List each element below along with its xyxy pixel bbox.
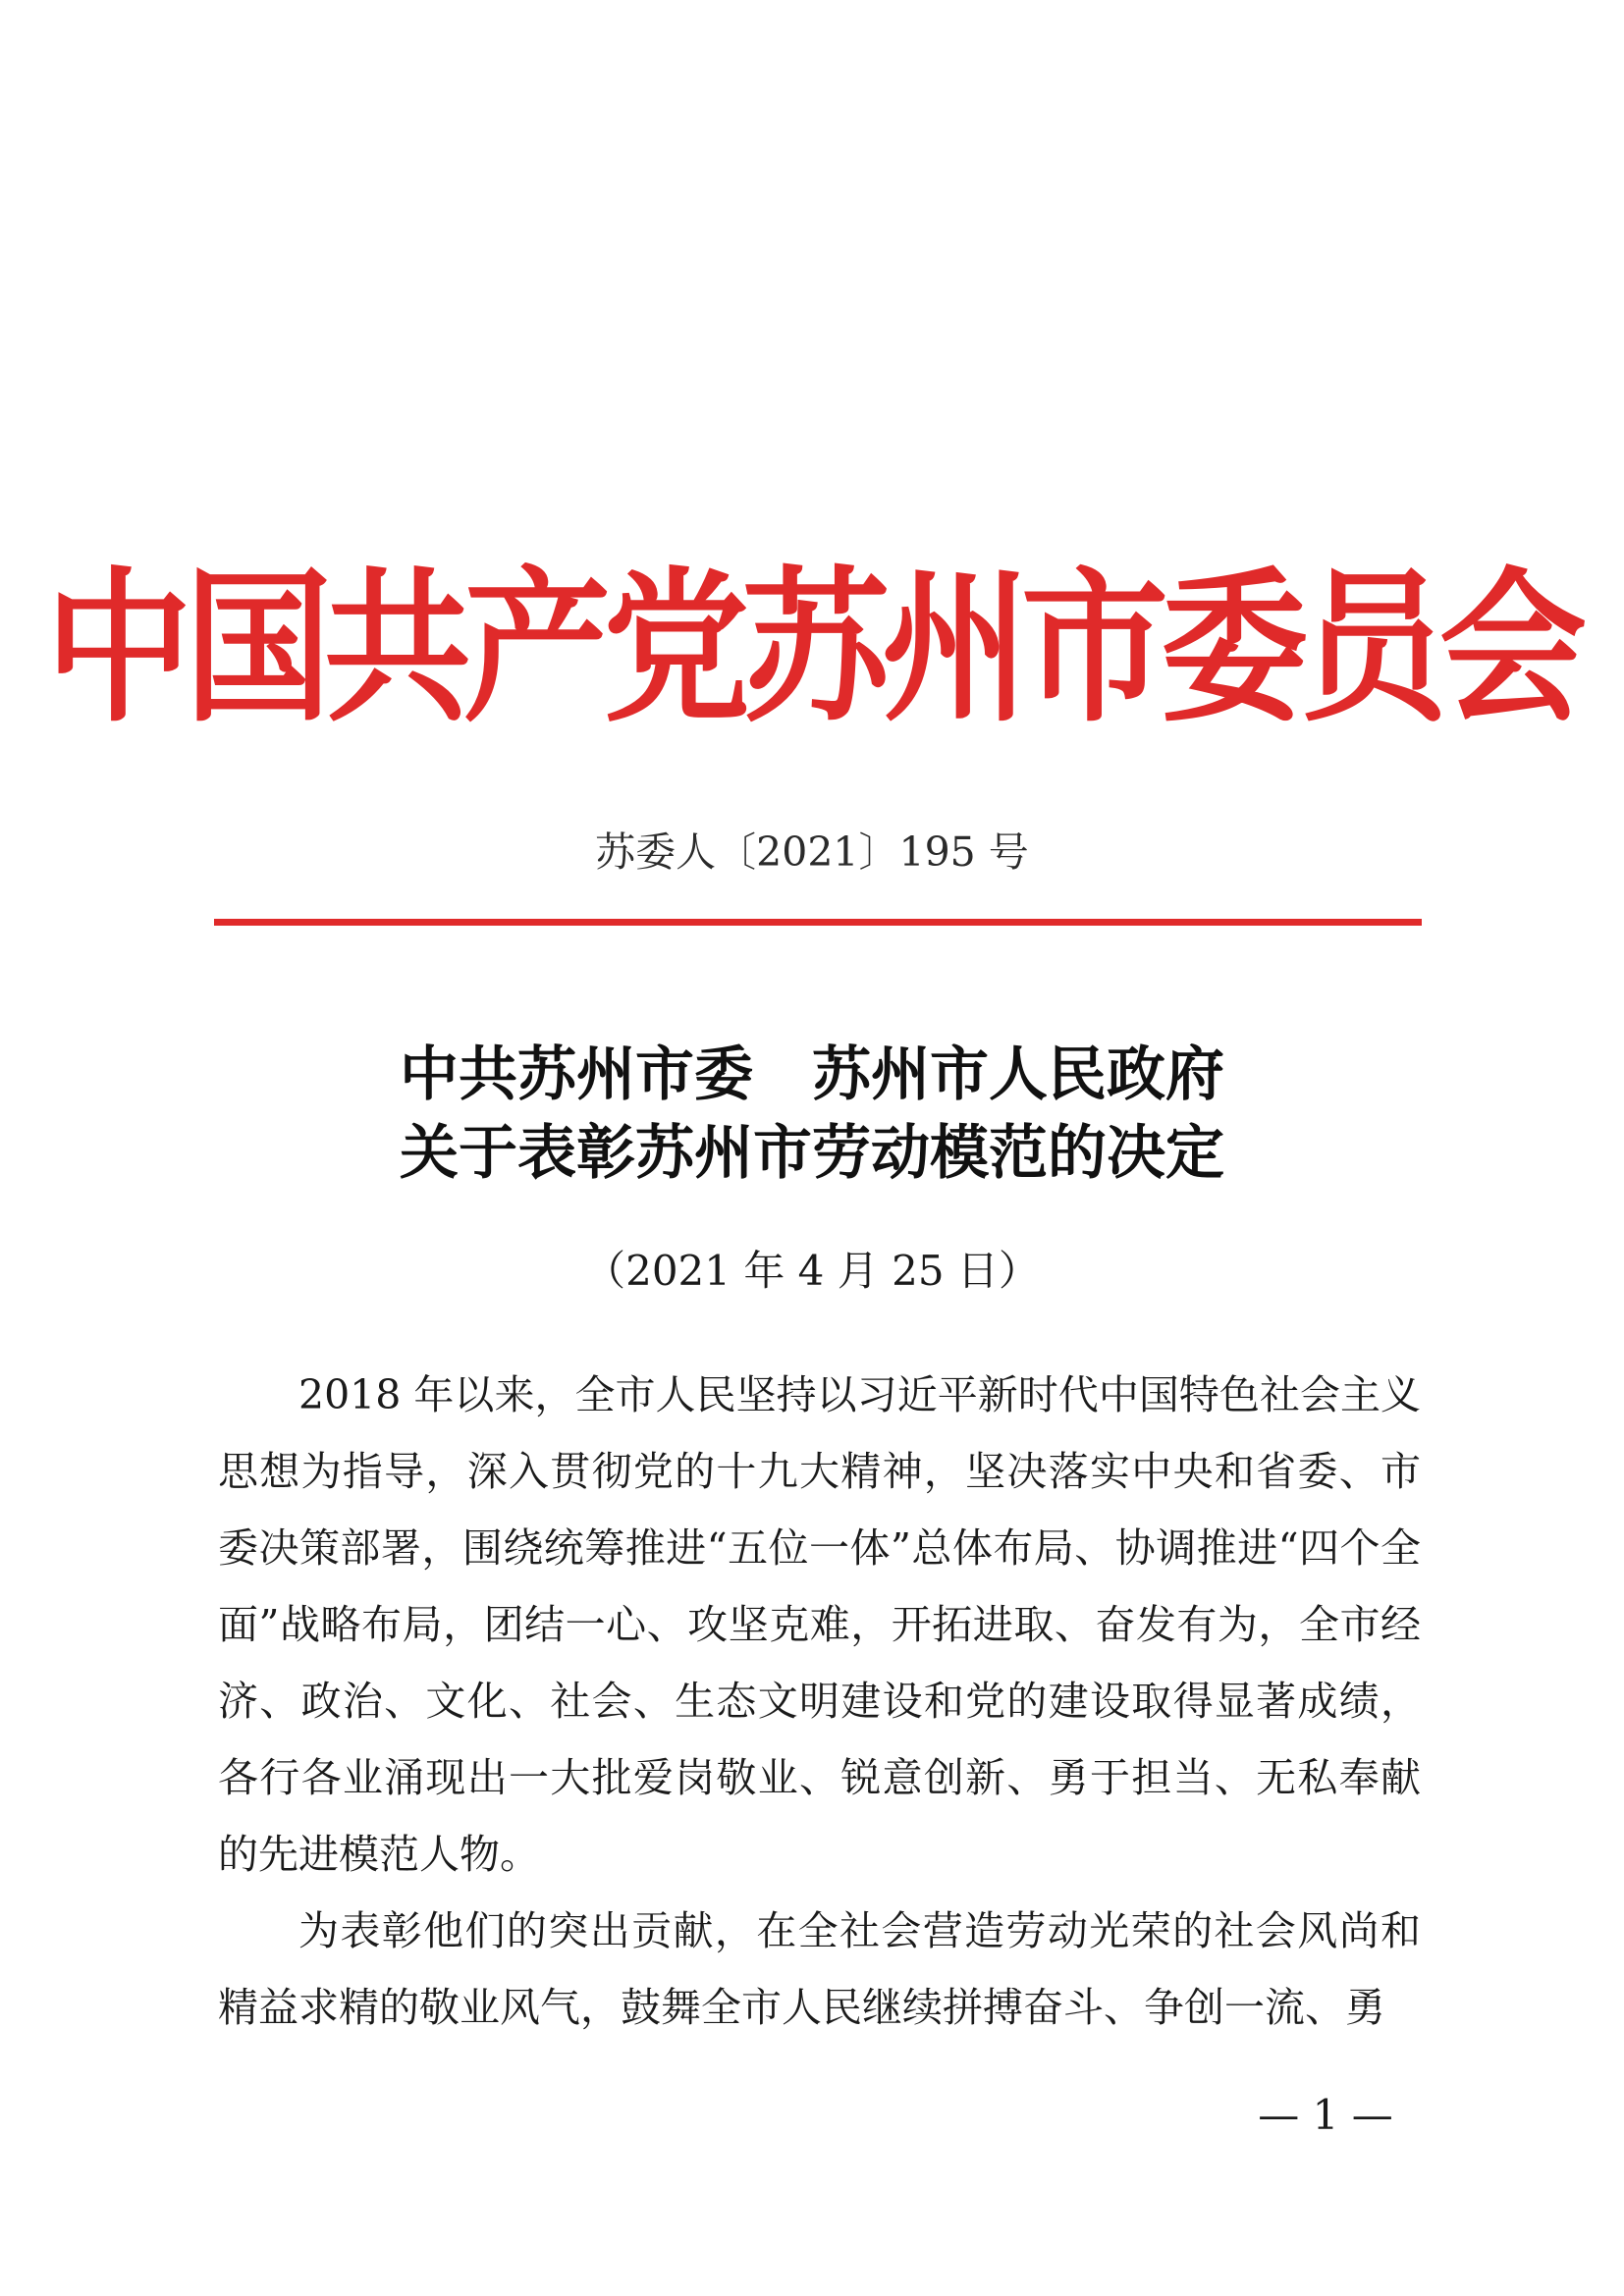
red-separator-rule	[214, 919, 1422, 926]
body-paragraph-2: 为表彰他们的突出贡献，在全社会营造劳动光荣的社会风尚和精益求精的敬业风气，鼓舞全市人民继续拼搏奋斗、争创一流、勇	[218, 1907, 1421, 2031]
document-title-line-1: 中共苏州市委 苏州市人民政府	[400, 1041, 1224, 1109]
document-number: 苏委人〔2021〕195 号	[595, 828, 1029, 876]
body-paragraph-1: 2018 年以来，全市人民坚持以习近平新时代中国特色社会主义思想为指导，深入贯彻党的十九大精神，坚决落实中央和省委、市委决策部署，围绕统筹推进“五位一体”总体布局、协调推进“四个全面”战略布局，团结一心、攻坚克难，开拓进取、奋发有为，全市经济、政治、文化、社会、生态文明建设和党的建设取得显著成绩，各行各业涌现出一大批爱岗敬业、锐意创新、勇于担当、无私奉献的先进模范人物。	[218, 1371, 1421, 1878]
issuing-authority-masthead: 中国共产党苏州市委员会	[44, 553, 1579, 745]
page-number: — 1 —	[1258, 2091, 1393, 2139]
document-date: （2021 年 4 月 25 日）	[584, 1247, 1040, 1295]
document-body	[218, 1357, 1421, 2046]
document-title-line-2: 关于表彰苏州市劳动模范的决定	[400, 1119, 1224, 1188]
